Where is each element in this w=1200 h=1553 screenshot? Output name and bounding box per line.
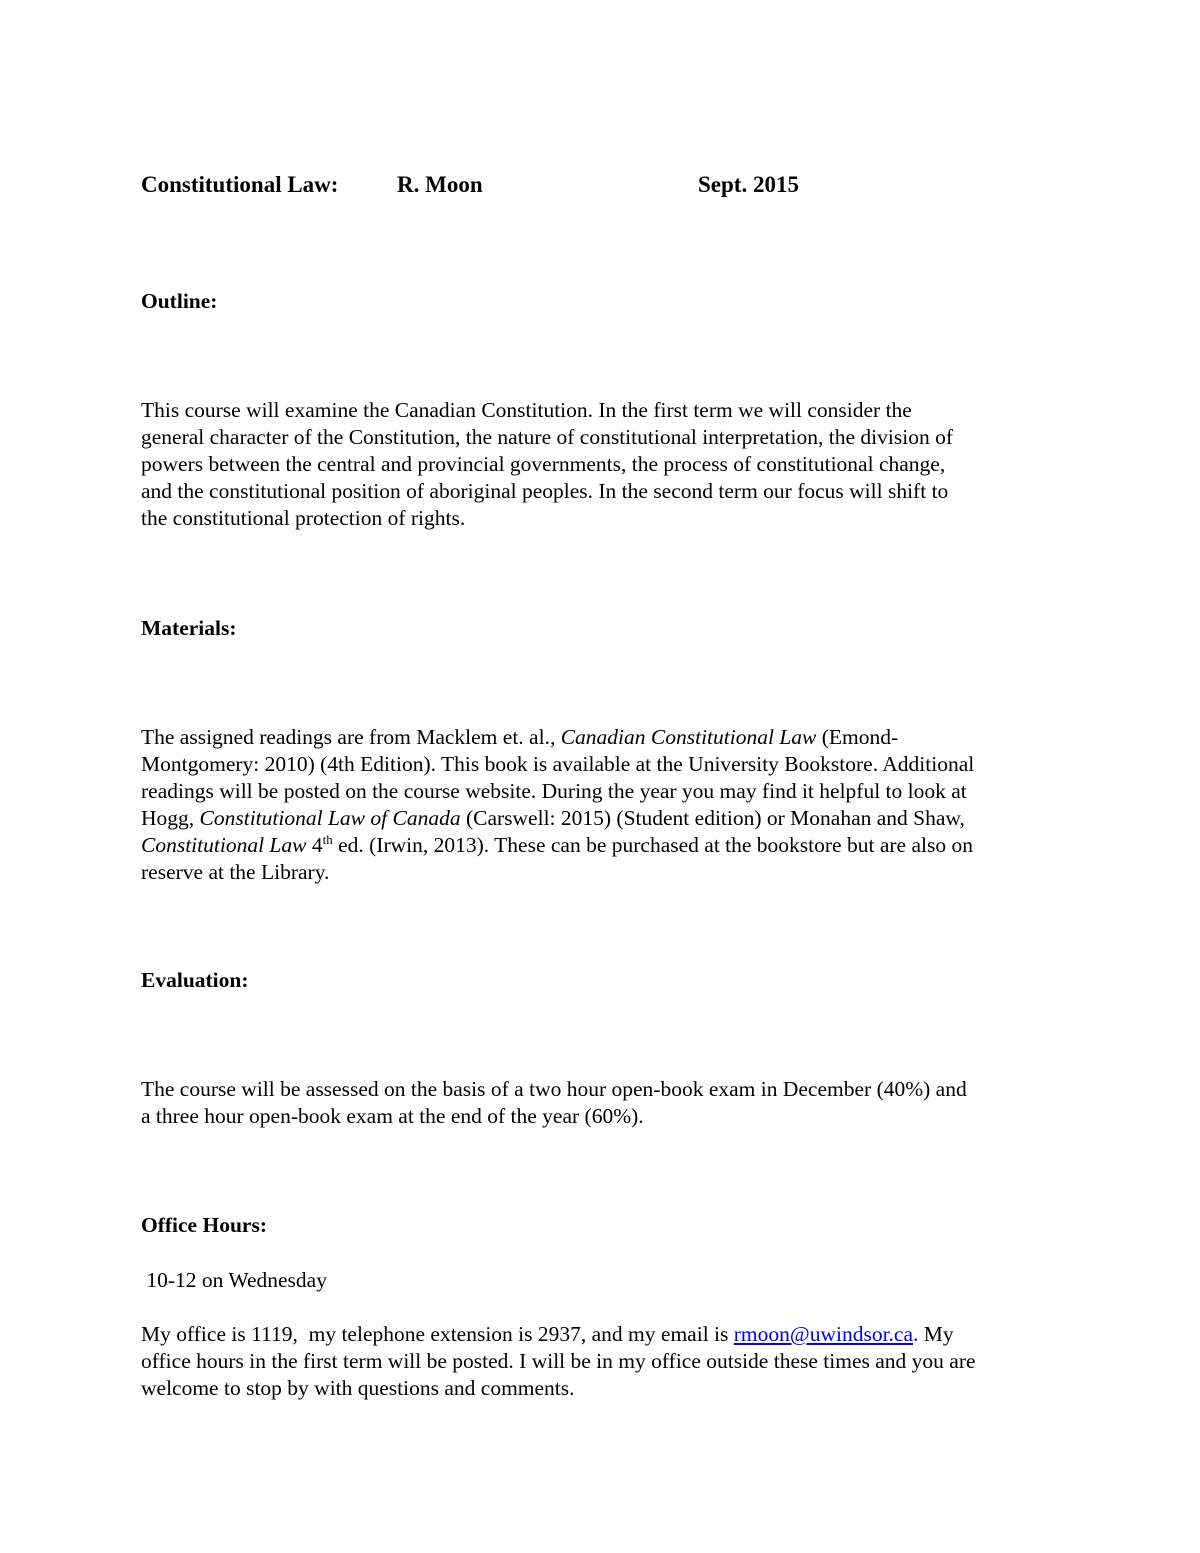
materials-text: ed. (Irwin, 2013). These can be purchased at the bookstore but are also on <box>332 833 973 857</box>
materials-text: Hogg, <box>141 806 200 830</box>
outline-line: This course will examine the Canadian Constitution. In the first term we will consider the <box>141 398 912 422</box>
outline-heading: Outline: <box>141 289 218 313</box>
book-title: Constitutional Law of Canada <box>199 806 461 830</box>
course-title: Constitutional Law: <box>141 172 339 197</box>
evaluation-paragraph <box>141 1076 1071 1130</box>
edition-superscript: th <box>322 832 333 847</box>
book-title: Constitutional Law <box>141 833 307 857</box>
outline-line: general character of the Constitution, the nature of constitutional interpretation, the division of <box>141 425 953 449</box>
outline-line: the constitutional protection of rights. <box>141 506 466 530</box>
office-hours-time-text: 10-12 on Wednesday <box>141 1268 327 1292</box>
materials-heading: Materials: <box>141 616 237 640</box>
office-hours-text: My office is 1119, my telephone extension is 2937, and my email is <box>141 1322 734 1346</box>
office-hours-line <box>141 1321 1071 1348</box>
outline-line: powers between the central and provincial governments, the process of constitutional change, <box>141 452 946 476</box>
outline-paragraph <box>141 397 1071 532</box>
document-date: Sept. 2015 <box>698 172 799 197</box>
evaluation-line: The course will be assessed on the basis of a two hour open-book exam in December (40%) and <box>141 1077 967 1101</box>
office-hours-text: . My <box>913 1322 954 1346</box>
materials-text: The assigned readings are from Macklem et. al., <box>141 725 561 749</box>
materials-line <box>141 805 1071 832</box>
office-hours-line: office hours in the first term will be posted. I will be in my office outside these times and you are <box>141 1349 976 1373</box>
evaluation-heading: Evaluation: <box>141 968 249 992</box>
book-title: Canadian Constitutional Law <box>560 725 817 749</box>
materials-line: reserve at the Library. <box>141 860 330 884</box>
edition-number: 4 <box>306 833 323 857</box>
document-title-row <box>141 172 1071 204</box>
materials-line: readings will be posted on the course website. During the year you may find it helpful to look at <box>141 779 967 803</box>
materials-line: Montgomery: 2010) (4th Edition). This book is available at the University Bookstore. Additional <box>141 752 975 776</box>
materials-paragraph <box>141 724 1071 886</box>
office-hours-paragraph <box>141 1321 1071 1402</box>
author-name: R. Moon <box>397 172 483 197</box>
evaluation-line: a three hour open-book exam at the end of the year (60%). <box>141 1104 644 1128</box>
office-hours-line: welcome to stop by with questions and comments. <box>141 1376 575 1400</box>
materials-text: (Emond- <box>816 725 899 749</box>
materials-text: (Carswell: 2015) (Student edition) or Monahan and Shaw, <box>460 806 965 830</box>
materials-line <box>141 832 1071 859</box>
office-hours-time <box>141 1267 1071 1294</box>
outline-line: and the constitutional position of aboriginal peoples. In the second term our focus will shift to <box>141 479 949 503</box>
materials-line <box>141 724 1071 751</box>
email-link[interactable]: rmoon@uwindsor.ca <box>733 1322 913 1346</box>
office-hours-heading: Office Hours: <box>141 1213 267 1237</box>
